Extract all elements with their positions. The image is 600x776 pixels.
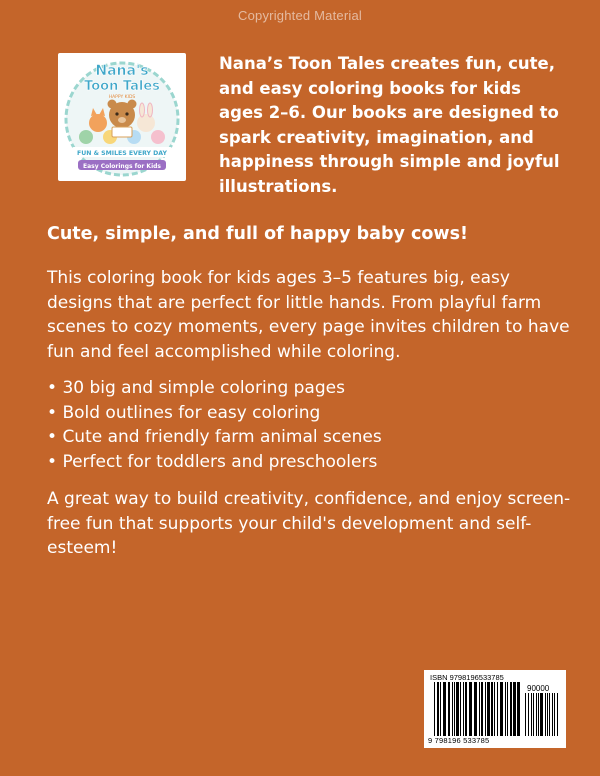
barcode-bar <box>540 693 543 736</box>
barcode-bar <box>517 682 520 736</box>
barcode-bar <box>479 682 480 736</box>
barcode-bar <box>452 682 453 736</box>
publisher-logo <box>58 53 186 181</box>
barcode-bar <box>538 693 539 736</box>
barcode-bar <box>487 682 490 736</box>
barcode-bar <box>507 682 508 736</box>
barcode-bar <box>454 682 455 736</box>
book-headline: Cute, simple, and full of happy baby cows! <box>47 224 468 244</box>
barcode-bar <box>463 682 464 736</box>
barcode-bar <box>437 682 439 736</box>
feature-item: • Cute and friendly farm animal scenes <box>47 425 567 450</box>
feature-item: • Perfect for toddlers and preschoolers <box>47 450 567 475</box>
barcode-bar <box>505 682 506 736</box>
feature-item: • Bold outlines for easy coloring <box>47 401 567 426</box>
barcode-bar <box>456 682 459 736</box>
barcode-digits: 9 798196 533785 <box>428 736 490 745</box>
barcode-bar <box>481 682 483 736</box>
barcode-bar <box>474 682 477 736</box>
barcode-bar <box>440 682 441 736</box>
barcode-bar <box>494 682 495 736</box>
isbn-barcode <box>424 670 566 748</box>
feature-list <box>47 376 567 474</box>
barcode-bar <box>547 693 548 736</box>
barcode-bar <box>510 682 512 736</box>
feature-item: • 30 big and simple coloring pages <box>47 376 567 401</box>
isbn-label: ISBN 9798196533785 <box>430 673 504 682</box>
barcode-bar <box>552 693 553 736</box>
publisher-about-text: Nana’s Toon Tales creates fun, cute, and easy coloring books for kids ages 2–6. Our books are designed to spark creativity, imagination, and happiness through simple and joyful illustrations. <box>219 54 560 196</box>
logo-title-line1: Nana's <box>95 63 149 79</box>
closing-paragraph: A great way to build creativity, confidence, and enjoy screen-free fun that supports your child's development and self-esteem! <box>47 489 571 558</box>
barcode-bar <box>443 682 446 736</box>
barcode-bar <box>545 693 546 736</box>
barcode-bar <box>434 682 435 736</box>
barcode-price-code: 90000 <box>527 684 550 693</box>
logo-small-tag: HAPPY KIDS <box>108 95 136 100</box>
book-description: This coloring book for kids ages 3–5 features big, easy designs that are perfect for little hands. From playful farm scenes to cozy moments, every page invites children to have fun and feel accomplished while coloring. <box>47 268 570 362</box>
barcode-bar <box>485 682 486 736</box>
barcode-bar <box>469 682 472 736</box>
barcode-bar <box>533 693 534 736</box>
logo-tagline: FUN & SMILES EVERY DAY <box>77 150 167 157</box>
barcode-main-bars <box>434 682 522 736</box>
barcode-bar <box>497 682 498 736</box>
barcode-bar <box>536 693 537 736</box>
logo-title-line2: Toon Tales <box>84 79 160 94</box>
copyright-watermark: Copyrighted Material <box>238 8 362 23</box>
barcode-bar <box>465 682 467 736</box>
barcode-bar <box>557 693 558 736</box>
barcode-bar <box>549 693 550 736</box>
barcode-bar <box>513 682 516 736</box>
barcode-bar <box>448 682 450 736</box>
barcode-bar <box>531 693 532 736</box>
barcode-bar <box>460 682 461 736</box>
barcode-bar <box>491 682 493 736</box>
barcode-bar <box>500 682 503 736</box>
barcode-bar <box>554 693 555 736</box>
logo-ribbon: Easy Colorings for Kids <box>82 163 162 170</box>
logo-illustration <box>58 53 186 181</box>
barcode-addon-bars <box>525 693 561 736</box>
barcode-bar <box>528 693 529 736</box>
barcode-bar <box>525 693 526 736</box>
